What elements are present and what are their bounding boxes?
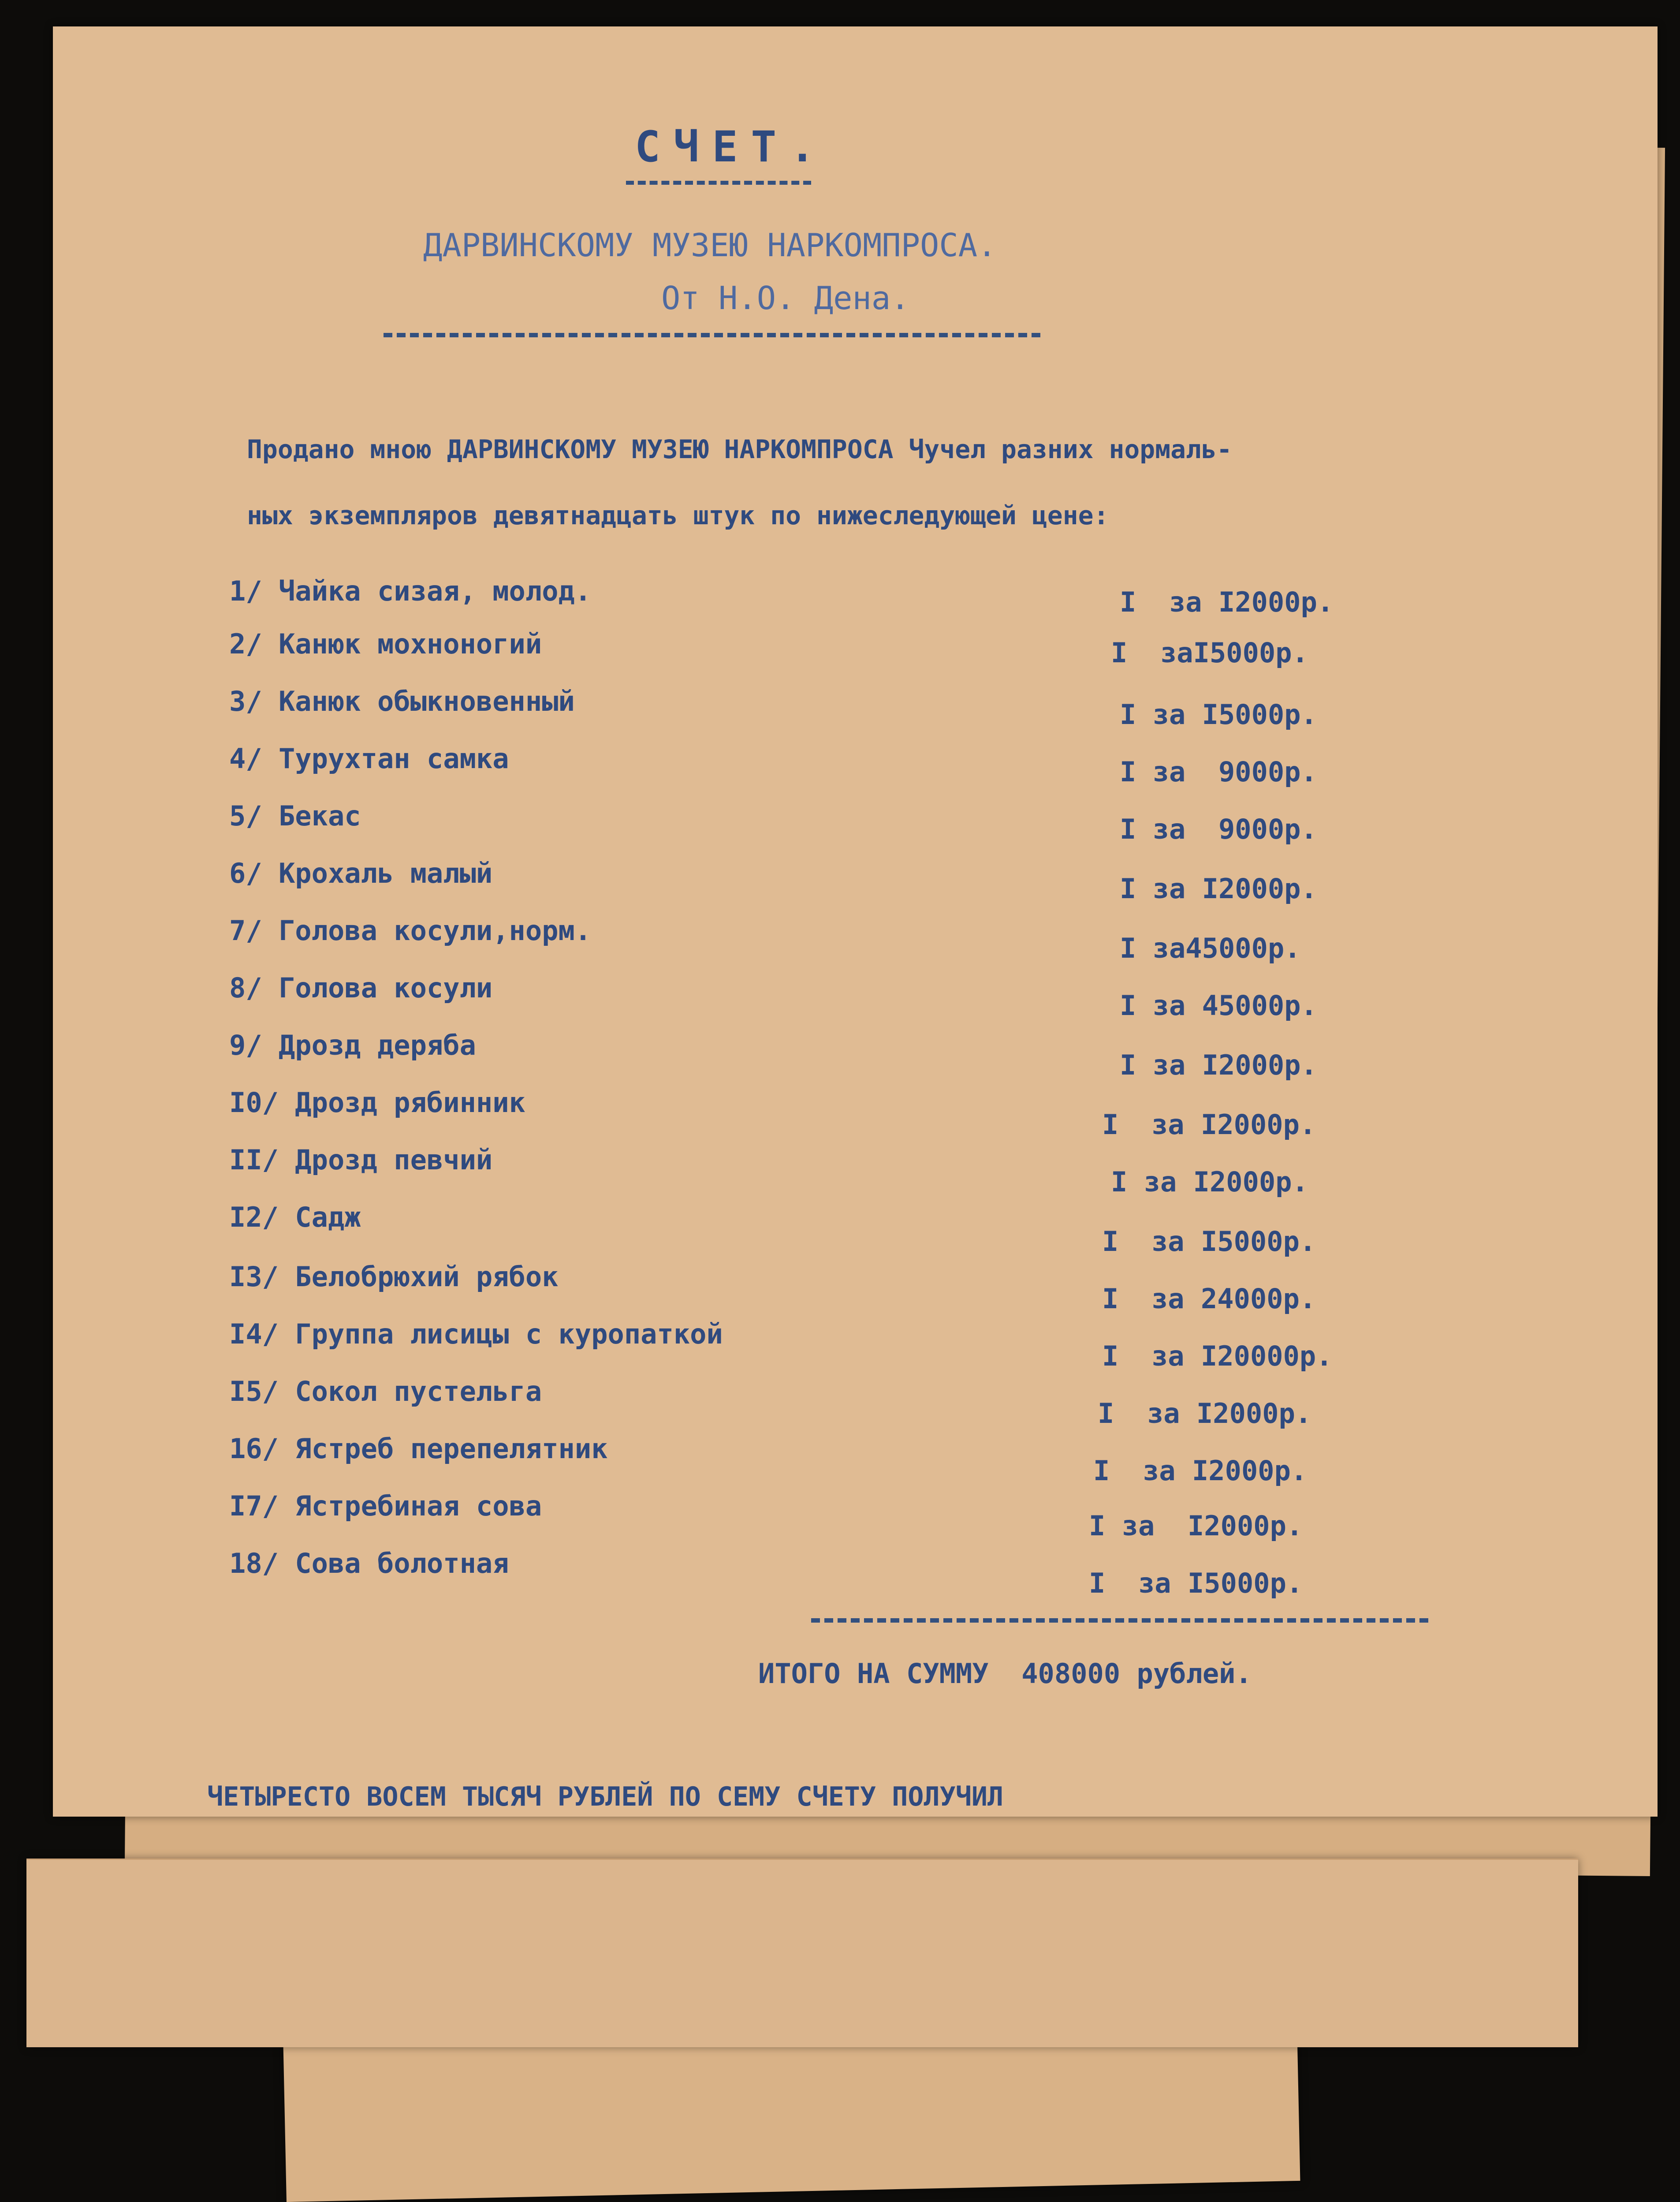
- item-name: 2/ Канюк мохноногий: [229, 628, 542, 660]
- from-line: От Н.О. Дена.: [661, 280, 910, 317]
- item-price: I за 24000р.: [1102, 1283, 1316, 1315]
- total-rule: [811, 1618, 1428, 1623]
- item-name: 8/ Голова косули: [229, 972, 493, 1004]
- item-price: I за I2000р.: [1093, 1455, 1307, 1487]
- item-name: 5/ Бекас: [229, 800, 361, 832]
- total-line: ИТОГО НА СУММУ 408000 рублей.: [758, 1657, 1252, 1690]
- item-name: 3/ Канюк обыкновенный: [229, 685, 575, 717]
- lower-sheet: [26, 1859, 1578, 2047]
- item-price: I за45000р.: [1120, 932, 1301, 964]
- item-name: 16/ Ястреб перепелятник: [229, 1433, 608, 1465]
- item-name: 1/ Чайка сизая, молод.: [229, 575, 592, 607]
- item-price: I за 9000р.: [1120, 756, 1317, 788]
- item-name: 18/ Сова болотная: [229, 1547, 509, 1579]
- item-name: I0/ Дрозд рябинник: [229, 1086, 525, 1119]
- header-rule: [384, 333, 1040, 337]
- item-price: I за 45000р.: [1120, 989, 1317, 1022]
- item-name: I3/ Белобрюхий рябок: [229, 1261, 559, 1293]
- item-name: I5/ Сокол пустельга: [229, 1375, 542, 1407]
- document-title: СЧЕТ.: [635, 122, 828, 172]
- item-name: I4/ Группа лисицы с куропаткой: [229, 1318, 723, 1350]
- item-price: I за I2000р.: [1089, 1510, 1303, 1542]
- item-price: I заI5000р.: [1111, 637, 1308, 669]
- item-name: 4/ Турухтан самка: [229, 743, 509, 775]
- receipt-line: ЧЕТЫРЕСТО ВОСЕМ ТЫСЯЧ РУБЛЕЙ ПО СЕМУ СЧЕТУ ПОЛУЧИЛ: [207, 1781, 1004, 1812]
- item-price: I за I20000р.: [1102, 1340, 1333, 1372]
- item-price: I за I5000р.: [1120, 698, 1317, 731]
- item-price: I за I2000р.: [1111, 1166, 1308, 1198]
- item-price: I за I2000р.: [1120, 873, 1317, 905]
- item-price: I за I2000р.: [1102, 1108, 1316, 1141]
- item-name: II/ Дрозд певчий: [229, 1144, 493, 1176]
- item-name: I7/ Ястребиная сова: [229, 1490, 542, 1522]
- item-name: I2/ Садж: [229, 1201, 361, 1233]
- intro-line-1: Продано мною ДАРВИНСКОМУ МУЗЕЮ НАРКОМПРОСА Чучел разних нормаль-: [247, 434, 1232, 464]
- addressee: ДАРВИНСКОМУ МУЗЕЮ НАРКОМПРОСА.: [423, 227, 997, 264]
- title-underline: [626, 181, 811, 185]
- intro-line-2: ных экземпляров девятнадцать штук по нижеследующей цене:: [247, 500, 1109, 530]
- item-name: 7/ Голова косули,норм.: [229, 914, 592, 947]
- item-price: I за I5000р.: [1102, 1225, 1316, 1258]
- item-price: I за I2000р.: [1120, 586, 1334, 618]
- item-price: I за I2000р.: [1120, 1049, 1317, 1081]
- item-price: I за I5000р.: [1089, 1567, 1303, 1599]
- item-price: I за I2000р.: [1098, 1397, 1312, 1429]
- item-price: I за 9000р.: [1120, 813, 1317, 845]
- item-name: 9/ Дрозд деряба: [229, 1029, 476, 1061]
- item-name: 6/ Крохаль малый: [229, 857, 493, 889]
